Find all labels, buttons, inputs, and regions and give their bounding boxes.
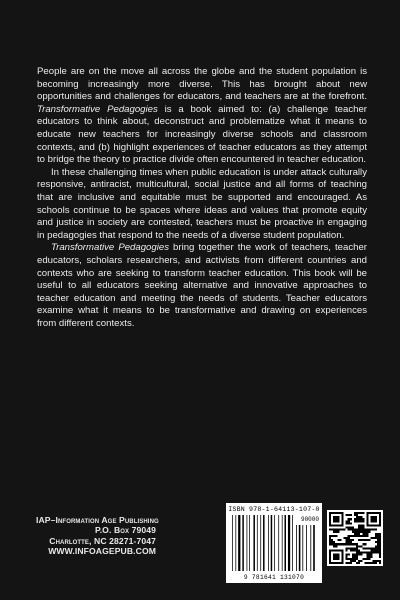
blurb-text: bring together the work of teachers, teacher educators, scholars researchers, and activists from different countries and contexts who are seeking to transform teacher education. This book will be useful to all educators seeking alternative and innovative approaches to teacher education and meeting the needs of students. Teacher educators examine what it means to be transformative and drawing on experiences from different contexts. <box>37 242 367 329</box>
blurb-text: People are on the move all across the globe and the student population is becoming increasingly more diverse. This has brought about new opportunities and challenges for educators, and teachers are at the forefront. <box>37 66 367 103</box>
blurb-paragraph-2 <box>37 167 367 243</box>
blurb-text: In these challenging times when public education is under attack culturally responsive, antiracist, multicultural, social justice and all forms of teaching that are inclusive and equitable must be supported and encouraged. As schools continue to be spaces where ideas and values that promote equity and justice in society are contested, teachers must be proactive in engaging in pedagogies that respond to the needs of a diverse student population. <box>37 166 367 241</box>
isbn-barcode <box>226 503 322 583</box>
publisher-city: Charlotte, NC 28271-7047 <box>49 535 156 546</box>
publisher-name: IAP–Information Age Publishing <box>36 515 159 525</box>
blurb-paragraph-1 <box>37 66 367 167</box>
blurb-paragraph-3 <box>37 242 367 330</box>
back-cover-description <box>37 66 367 330</box>
qr-code-icon <box>327 510 383 566</box>
ean-digits: 9 781641 131070 <box>243 574 305 581</box>
price-code: 90000 <box>300 516 319 523</box>
isbn-label: ISBN 978-1-64113-107-0 <box>228 506 320 513</box>
publisher-website: WWW.INFOAGEPUB.COM <box>48 546 156 557</box>
barcode-bars-icon <box>232 515 294 573</box>
blurb-text: is a book aimed to: (a) challenge teacher educators to think about, deconstruct and problematize what it means to educate new teachers for increasingly diverse schools and classroom contexts, and (b) highlight experiences of teacher educators as they attempt to bridge the theory to practice divide often encountered in teacher education. <box>37 103 367 166</box>
publisher-po-box: P.O. Box 79049 <box>94 525 156 536</box>
addon-barcode-icon <box>296 525 318 571</box>
book-title-italic: Transformative Pedagogies <box>51 242 169 254</box>
publisher-imprint <box>36 515 159 557</box>
book-title-italic: Transformative Pedagogies <box>37 103 158 115</box>
